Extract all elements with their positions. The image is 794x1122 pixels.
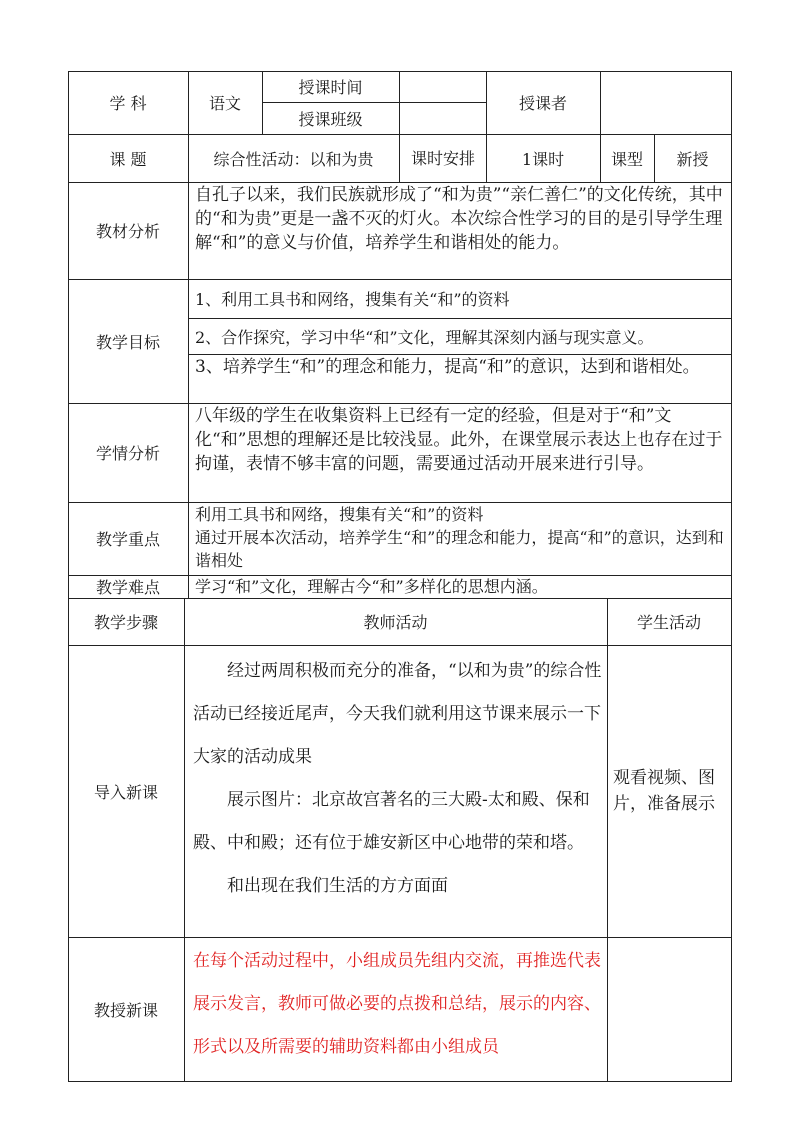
intro-label: 导入新课 — [93, 782, 158, 802]
subject-value: 语文 — [208, 94, 241, 113]
teaching-class-value[interactable] — [399, 102, 486, 134]
difficulty-text: 学习“和”文化，理解古今“和”多样化的思想内涵。 — [195, 577, 548, 596]
difficulty-label: 教学难点 — [95, 578, 160, 597]
intro-paragraph: 和出现在我们生活的方方面面 — [227, 876, 448, 896]
teaching-time-value[interactable] — [399, 71, 486, 102]
subject-label: 学 科 — [109, 94, 147, 113]
teach-teacher-activity: 在每个活动过程中，小组成员先组内交流，再推选代表展示发言，教师可做必要的点拨和总结，展示的内容、形式以及所需要的辅助资料都由小组成员 — [193, 951, 601, 1057]
key-point-line: 利用工具书和网络，搜集有关“和”的资料 — [195, 505, 484, 524]
intro-paragraph: 展示图片：北京故宫著名的三大殿-太和殿、保和殿、中和殿；还有位于雄安新区中心地带的荣和塔。 — [193, 790, 590, 853]
goal-item: 2、合作探究，学习中华“和”文化，理解其深刻内涵与现实意义。 — [195, 327, 654, 347]
topic-value: 综合性活动：以和为贵 — [213, 149, 374, 169]
steps-header-teacher: 教师活动 — [363, 613, 428, 632]
teaching-time-label: 授课时间 — [298, 78, 363, 97]
topic-label: 课 题 — [109, 149, 147, 169]
intro-student-activity: 观看视频、图片，准备展示 — [613, 768, 715, 814]
teacher-value[interactable] — [600, 71, 731, 134]
intro-paragraph: 经过两周积极而充分的准备，“以和为贵”的综合性活动已经接近尾声，今天我们就利用这节课来展示一下大家的活动成果 — [193, 661, 602, 767]
goals-label: 教学目标 — [95, 332, 160, 352]
hours-label: 课时安排 — [410, 148, 475, 168]
lesson-type-value: 新授 — [676, 149, 709, 169]
situation-label: 学情分析 — [95, 444, 160, 463]
teach-student-activity — [613, 940, 729, 1080]
teacher-label: 授课者 — [518, 94, 567, 113]
steps-header-step: 教学步骤 — [93, 613, 158, 632]
key-point-line: 通过开展本次活动，培养学生“和”的理念和能力，提高“和”的意识，达到和谐相处 — [195, 528, 724, 570]
lesson-type-label: 课型 — [610, 149, 643, 169]
situation-text: 八年级的学生在收集资料上已经有一定的经验，但是对于“和”文化“和”思想的理解还是比较浅显。此外，在课堂展示表达上也存在过于拘谨，表情不够丰富的问题，需要通过活动开展来进行引导。 — [195, 406, 723, 474]
analysis-text: 自孔子以来，我们民族就形成了“和为贵”“亲仁善仁”的文化传统，其中的“和为贵”更是一盏不灭的灯火。本次综合性学习的目的是引导学生理解“和”的意义与价值，培养学生和谐相处的能力。 — [195, 185, 723, 253]
analysis-label: 教材分析 — [95, 222, 160, 241]
goal-item: 3、培养学生“和”的理念和能力，提高“和”的意识，达到和谐相处。 — [195, 357, 700, 377]
key-points-label: 教学重点 — [95, 530, 160, 549]
key-points-content — [195, 503, 726, 575]
hours-value: 1课时 — [521, 149, 565, 169]
steps-header-student: 学生活动 — [636, 613, 701, 632]
teaching-class-label: 授课班级 — [298, 109, 363, 129]
teach-label: 教授新课 — [93, 1000, 158, 1020]
goal-item: 1、利用工具书和网络，搜集有关“和”的资料 — [195, 290, 510, 309]
intro-teacher-activity — [193, 650, 603, 935]
